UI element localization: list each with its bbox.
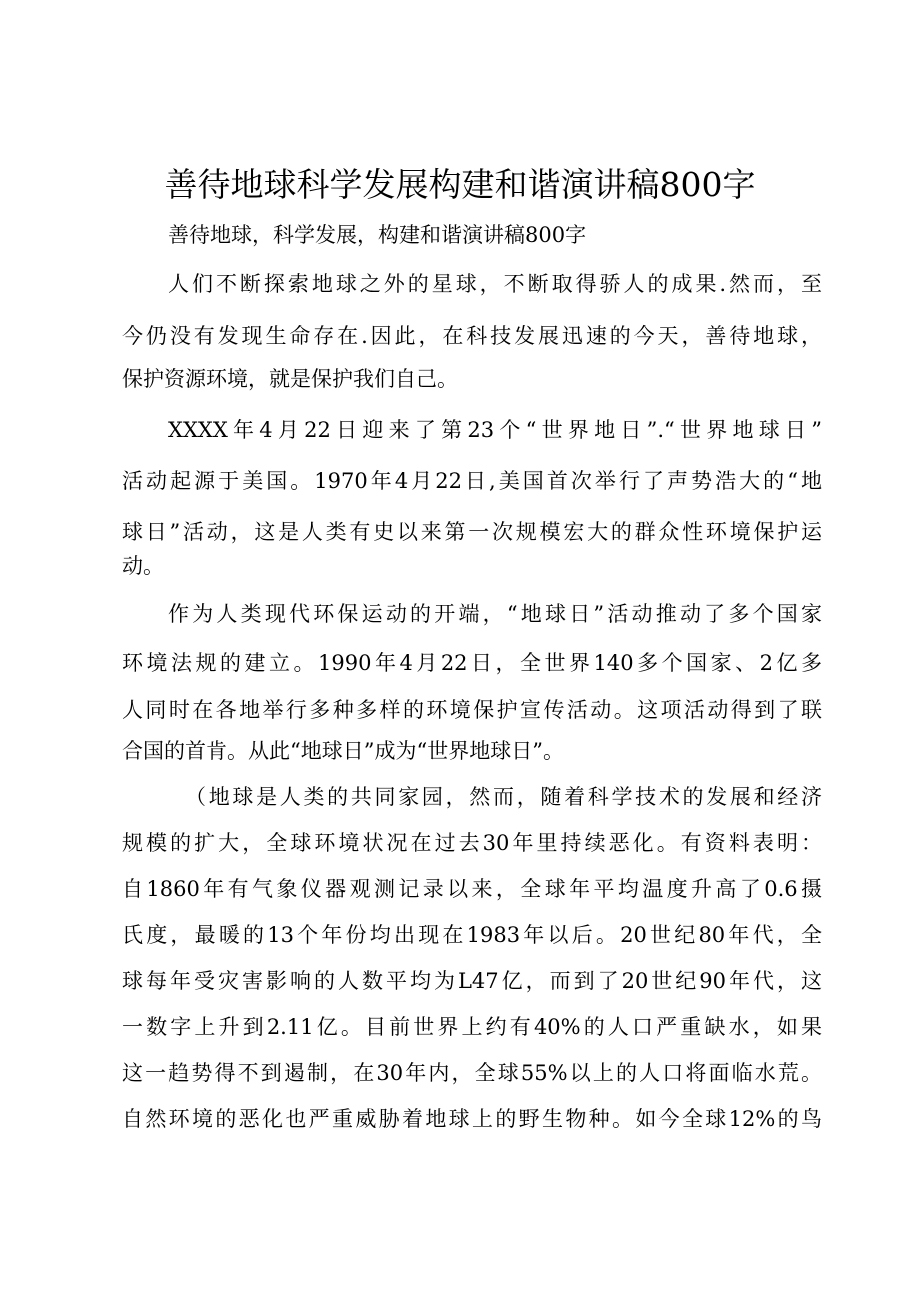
paragraph-line: 氏度，最暖的13个年份均出现在1983年以后。20世纪80年代，全 — [122, 923, 822, 947]
paragraph-line: 一数字上升到2.11亿。目前世界上约有40%的人口严重缺水，如果 — [122, 1015, 822, 1039]
paragraph-line: 规模的扩大，全球环境状况在过去30年里持续恶化。有资料表明： — [122, 831, 822, 855]
paragraph-line: 自1860年有气象仪器观测记录以来，全球年平均温度升高了0.6摄 — [122, 877, 822, 901]
paragraph-line: （地球是人类的共同家园，然而，随着科学技术的发展和经济 — [185, 785, 822, 809]
paragraph-line: 这一趋势得不到遏制，在30年内，全球55%以上的人口将面临水荒。 — [122, 1061, 822, 1085]
paragraph-line: 环境法规的建立。1990年4月22日，全世界140多个国家、2亿多 — [122, 651, 822, 675]
paragraph-line: 球每年受灾害影响的人数平均为L47亿，而到了20世纪90年代，这 — [122, 969, 822, 993]
paragraph-line: 球日”活动，这是人类有史以来第一次规模宏大的群众性环境保护运 — [122, 520, 822, 544]
document-subtitle: 善待地球，科学发展，构建和谐演讲稿800字 — [168, 223, 587, 247]
paragraph-line: XXXX年4月22日迎来了第23个“世界地日”.“世界地球日” — [168, 418, 822, 442]
paragraph-line: 人们不断探索地球之外的星球，不断取得骄人的成果.然而，至 — [168, 272, 822, 296]
paragraph-line: 保护资源环境，就是保护我们自己。 — [122, 367, 458, 391]
paragraph-line: 自然环境的恶化也严重威胁着地球上的野生物种。如今全球12%的鸟 — [122, 1107, 822, 1131]
paragraph-line: 合国的首肯。从此“地球日”成为“世界地球日”。 — [122, 739, 564, 763]
paragraph-line: 作为人类现代环保运动的开端，“地球日”活动推动了多个国家 — [168, 602, 822, 626]
paragraph-line: 人同时在各地举行多种多样的环境保护宣传活动。这项活动得到了联 — [122, 698, 822, 722]
paragraph-line: 今仍没有发现生命存在.因此，在科技发展迅速的今天，善待地球， — [122, 324, 822, 348]
paragraph-line: 动。 — [122, 554, 164, 578]
paragraph-line: 活动起源于美国。1970年4月22日,美国首次举行了声势浩大的“地 — [122, 469, 822, 493]
document-title: 善待地球科学发展构建和谐演讲稿800字 — [164, 165, 756, 204]
